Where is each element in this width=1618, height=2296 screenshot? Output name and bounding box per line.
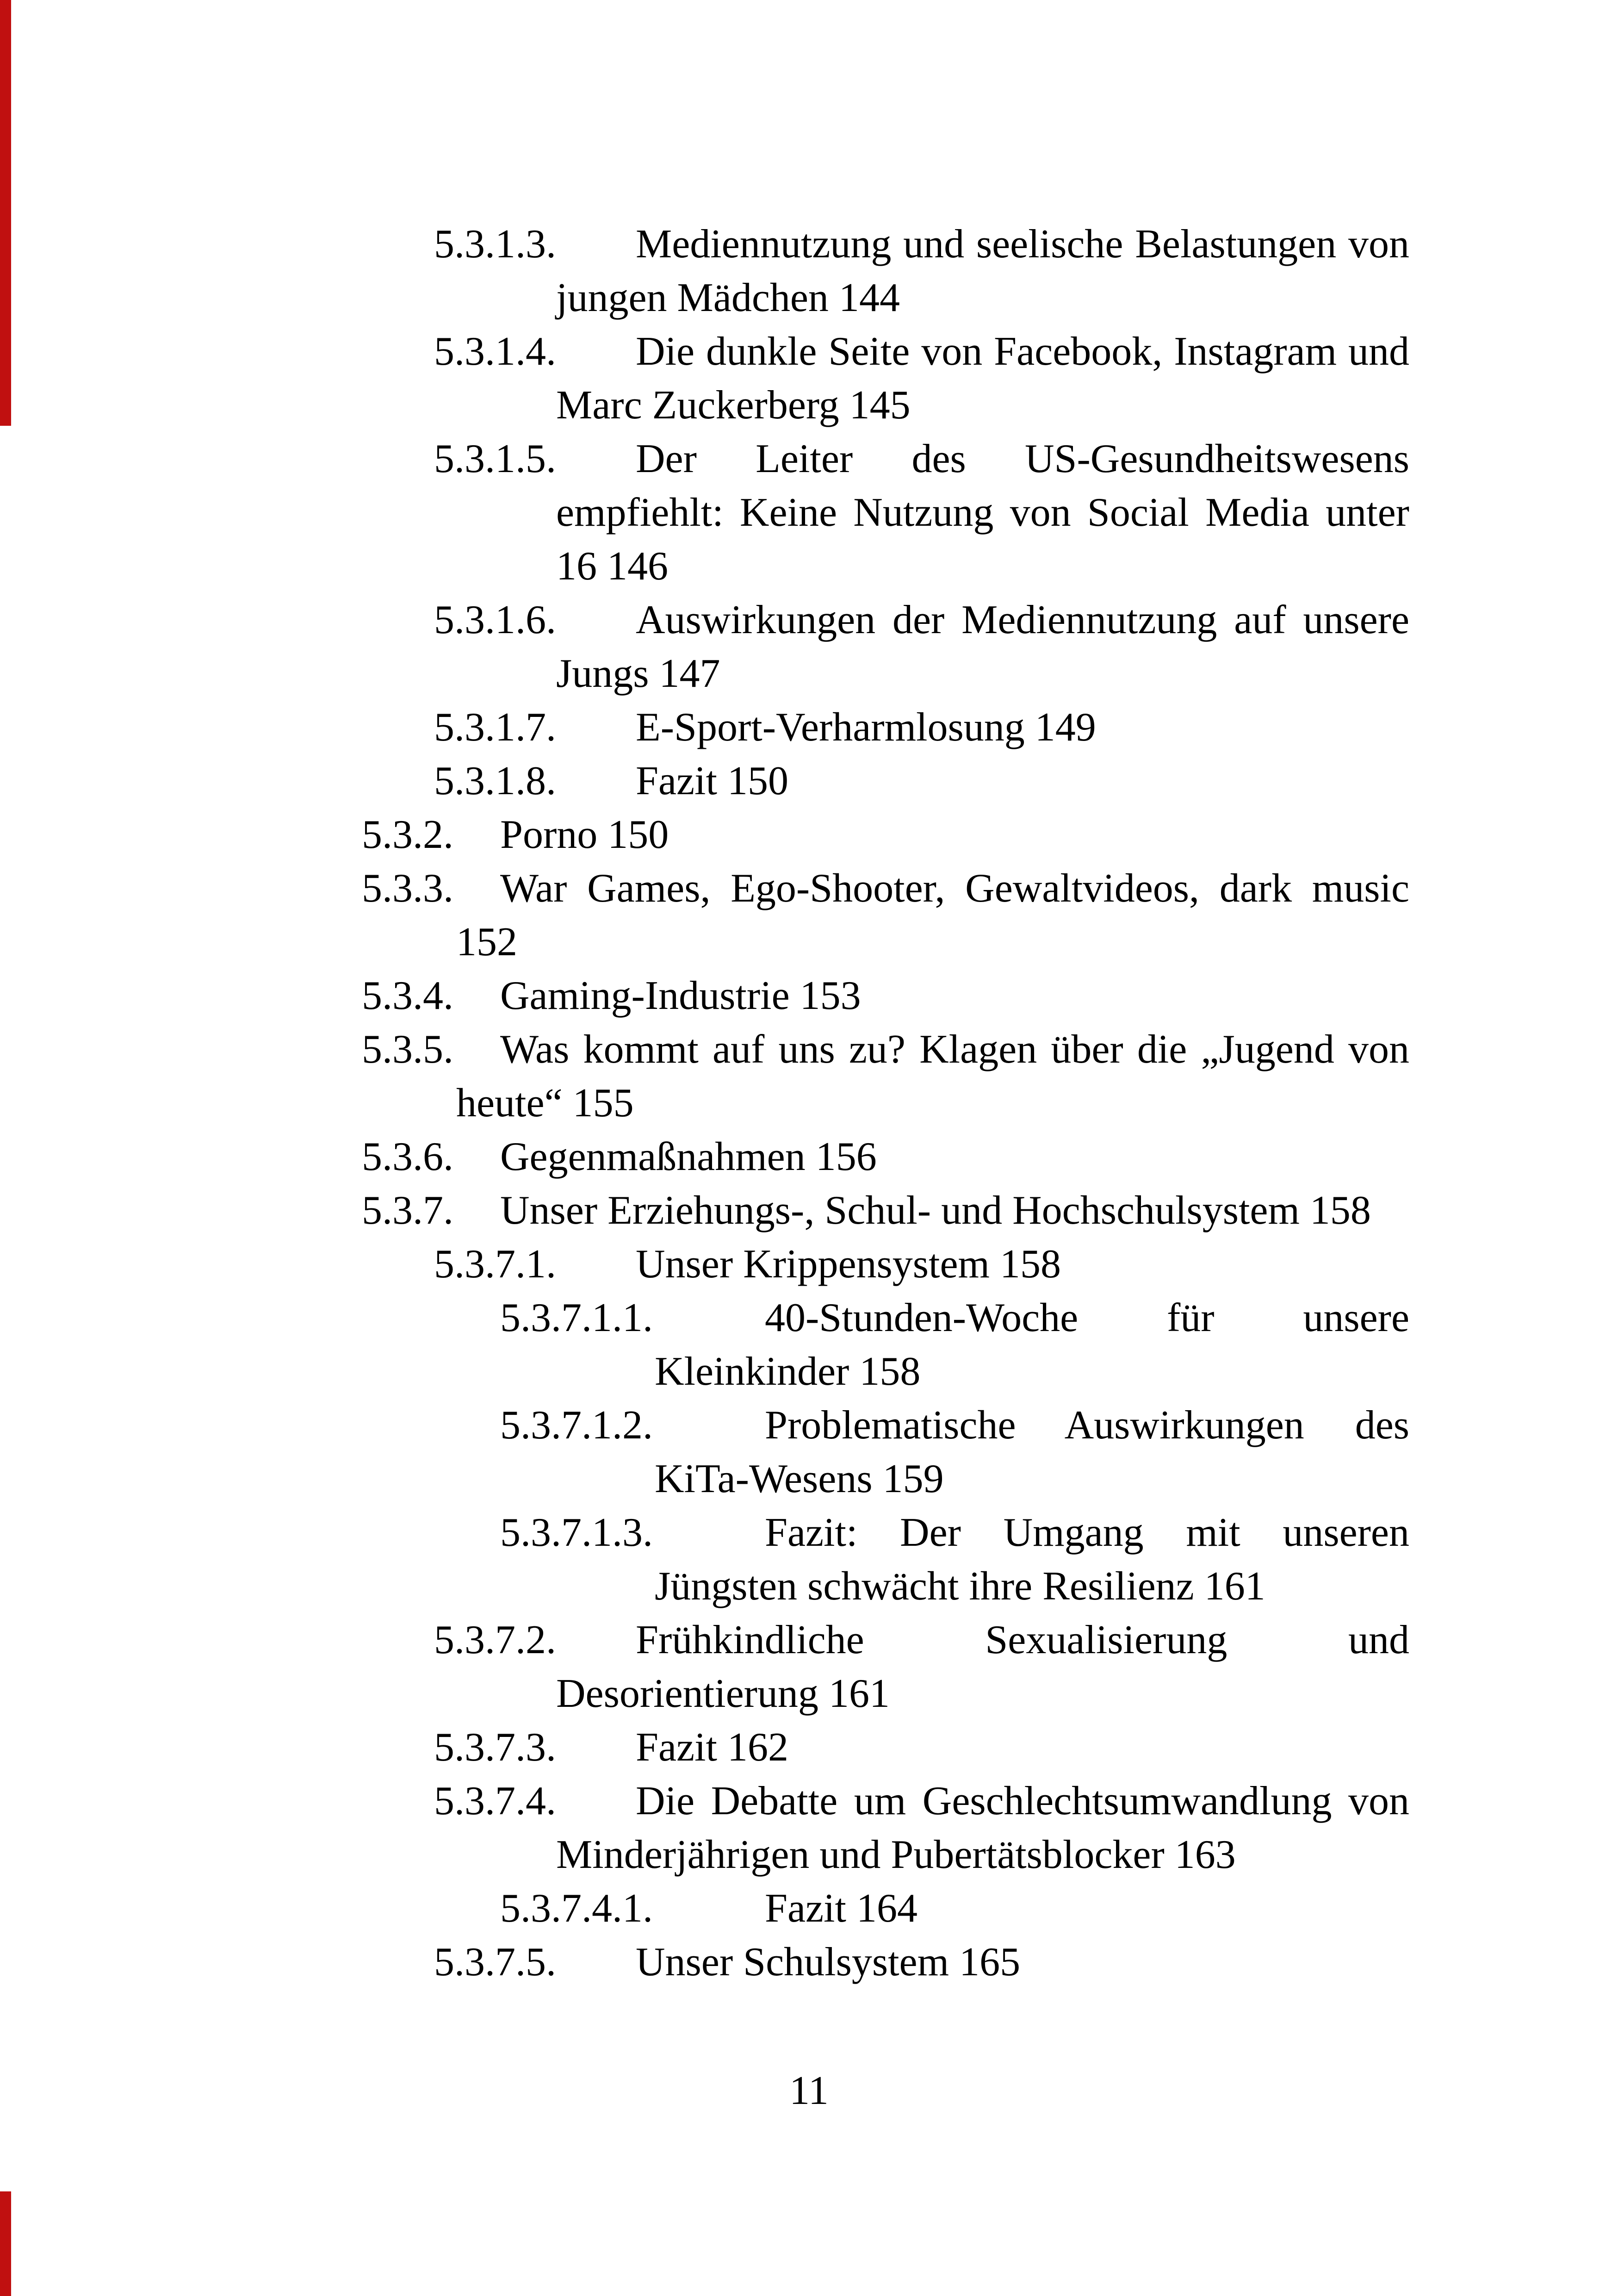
toc-entry-page: 152 [456, 920, 517, 964]
toc-entry-page: 144 [838, 275, 900, 320]
toc-entry [434, 701, 1409, 754]
toc-entry-title: Der Leiter des US-Gesundheitswesens empfiehlt: Keine Nutzung von Social Media unter 16 [556, 436, 1409, 589]
toc-entry [434, 1774, 1409, 1882]
toc-entry [434, 1238, 1409, 1291]
toc-entry-page: 150 [608, 812, 669, 857]
toc-entry [434, 754, 1409, 808]
toc-entry-number: 5.3.4. [362, 973, 453, 1018]
toc-entry-number: 5.3.1.5. [434, 436, 556, 481]
toc-entry-number: 5.3.5. [362, 1027, 453, 1072]
toc-entry-number: 5.3.1.3. [434, 222, 556, 267]
toc-entry [434, 432, 1409, 593]
page-number: 11 [789, 2068, 829, 2113]
toc-entry-page: 156 [815, 1134, 877, 1179]
toc-entry-title: Problematische Auswirkungen des KiTa-Wesens [655, 1403, 1409, 1501]
toc-entry-title: Fazit: Der Umgang mit unseren Jüngsten schwächt ihre Resilienz [655, 1510, 1409, 1609]
toc-entry-title: War Games, Ego-Shooter, Gewaltvideos, dark music [500, 866, 1409, 911]
toc-entry [500, 1506, 1409, 1613]
toc-entry-page: 159 [882, 1456, 944, 1501]
toc-entry-number: 5.3.7.1. [434, 1242, 556, 1287]
toc-entry [500, 1399, 1409, 1506]
toc-entry-number: 5.3.6. [362, 1134, 453, 1179]
toc-entry-title: Die Debatte um Geschlechtsumwandlung von Minderjährigen und Pubertätsblocker [556, 1779, 1409, 1877]
toc-entry-number: 5.3.7.4.1. [500, 1886, 653, 1931]
toc-entry-page: 158 [999, 1242, 1061, 1287]
toc-entry-title: Was kommt auf uns zu? Klagen über die „Jugend von heute“ [456, 1027, 1409, 1126]
toc-entry-number: 5.3.7.1.1. [500, 1295, 653, 1340]
toc-entry-title: Porno [500, 812, 598, 857]
toc-entry-page: 149 [1035, 705, 1096, 750]
toc-entry-page: 145 [849, 383, 911, 428]
toc-entry-page: 158 [859, 1349, 921, 1394]
toc-entry-page: 162 [727, 1725, 788, 1770]
toc-entry [500, 1291, 1409, 1399]
toc-entry-page: 164 [856, 1886, 917, 1931]
toc-entry-number: 5.3.7.5. [434, 1940, 556, 1985]
toc-entry [434, 1721, 1409, 1774]
toc-entry-number: 5.3.7.1.2. [500, 1403, 653, 1448]
toc-entry [434, 218, 1409, 325]
toc-entry-page: 163 [1174, 1832, 1236, 1877]
toc-entry-number: 5.3.7.3. [434, 1725, 556, 1770]
toc-entry [434, 325, 1409, 432]
toc-entry [434, 1935, 1409, 1989]
toc-entry-page: 150 [727, 759, 788, 803]
toc-entry-title: Fazit [636, 1725, 717, 1770]
toc-list [0, 218, 1409, 1989]
toc-entry [362, 1023, 1409, 1130]
toc-entry [434, 1613, 1409, 1721]
toc-entry-number: 5.3.7. [362, 1188, 453, 1233]
toc-entry [362, 808, 1409, 862]
toc-entry [434, 593, 1409, 701]
toc-entry-number: 5.3.1.6. [434, 597, 556, 642]
toc-entry-page: 161 [1204, 1564, 1265, 1609]
toc-entry-number: 5.3.7.2. [434, 1618, 556, 1662]
toc-entry-title: Fazit [765, 1886, 846, 1931]
scan-artifact-strip-bottom [0, 2191, 11, 2296]
toc-entry-title: Frühkindliche Sexualisierung und Desorientierung [556, 1618, 1409, 1716]
toc-entry-number: 5.3.1.4. [434, 329, 556, 374]
toc-entry [362, 862, 1409, 969]
toc-entry-title: Gegenmaßnahmen [500, 1134, 806, 1179]
toc-entry-title: Gaming-Industrie [500, 973, 790, 1018]
toc-entry-page: 158 [1309, 1188, 1371, 1233]
toc-entry-page: 153 [800, 973, 861, 1018]
toc-entry-number: 5.3.1.7. [434, 705, 556, 750]
toc-entry-page: 165 [959, 1940, 1021, 1985]
toc-entry-title: Mediennutzung und seelische Belastungen von jungen Mädchen [556, 222, 1409, 320]
toc-entry [500, 1882, 1409, 1935]
toc-entry-title: 40-Stunden-Woche für unsere Kleinkinder [655, 1295, 1409, 1394]
toc-entry-number: 5.3.7.1.3. [500, 1510, 653, 1555]
toc-entry-number: 5.3.3. [362, 866, 453, 911]
toc-entry [362, 1130, 1409, 1184]
toc-entry-number: 5.3.1.8. [434, 759, 556, 803]
toc-entry [362, 969, 1409, 1023]
toc-entry-title: Die dunkle Seite von Facebook, Instagram und Marc Zuckerberg [556, 329, 1409, 428]
toc-entry-page: 155 [572, 1081, 634, 1126]
toc-entry-title: Auswirkungen der Mediennutzung auf unsere Jungs [556, 597, 1409, 696]
toc-entry-number: 5.3.2. [362, 812, 453, 857]
toc-entry-title: Unser Krippensystem [636, 1242, 990, 1287]
toc-entry-page: 147 [659, 651, 720, 696]
toc-entry-title: E-Sport-Verharmlosung [636, 705, 1025, 750]
toc-entry-page: 161 [828, 1671, 890, 1716]
toc-entry-page: 146 [607, 544, 668, 589]
toc-entry-title: Fazit [636, 759, 717, 803]
toc-entry [362, 1184, 1409, 1238]
toc-entry-title: Unser Erziehungs-, Schul- und Hochschulsystem [500, 1188, 1300, 1233]
toc-entry-title: Unser Schulsystem [636, 1940, 949, 1985]
toc-entry-number: 5.3.7.4. [434, 1779, 556, 1823]
